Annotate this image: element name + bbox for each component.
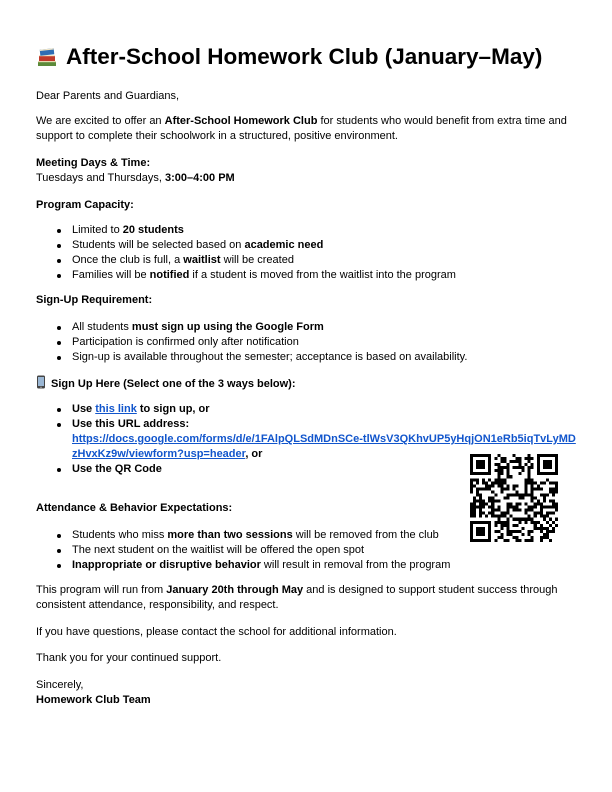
- signoff: Sincerely,: [36, 679, 84, 691]
- attendance-list: [36, 528, 450, 573]
- signup-here-heading: Sign Up Here (Select one of the 3 ways below):: [36, 375, 296, 392]
- capacity-list: [36, 223, 456, 283]
- list-item: Students who miss more than two sessions will be removed from the club: [36, 528, 450, 543]
- list-item: Use the QR Code: [36, 462, 576, 477]
- intro-paragraph: We are excited to offer an After-School Homework Club for students who would benefit from extra time and support to complete their schoolwork in a structured, positive environment.: [36, 115, 567, 142]
- mobile-phone-icon: [36, 375, 46, 389]
- qr-code[interactable]: [470, 454, 558, 542]
- list-item: Families will be notified if a student is moved from the waitlist into the program: [36, 268, 456, 283]
- greeting: Dear Parents and Guardians,: [36, 90, 180, 102]
- list-item: Use this URL address: https://docs.google.com/forms/d/e/1FAlpQLSdMDnSCe-tlWsV3QKhvUP5yHqjON1eRb5iqTvLyMD zHvxKz9w/viewform?usp=header, or: [36, 417, 576, 462]
- meeting-heading: Meeting Days & Time:: [36, 157, 151, 169]
- closing-paragraph: This program will run from January 20th through May and is designed to support student success through consistent attendance, responsibility, and respect.: [36, 584, 558, 611]
- signup-requirement-heading: Sign-Up Requirement:: [36, 294, 153, 306]
- signup-url-link[interactable]: https://docs.google.com/forms/d/e/1FAlpQLSdMDnSCe-tlWsV3QKhvUP5yHqjON1eRb5iqTvLyMD zHvxKz9w/viewform?usp=header: [72, 433, 576, 460]
- list-item: The next student on the waitlist will be offered the open spot: [36, 543, 450, 558]
- signature-block: [36, 678, 151, 708]
- questions-paragraph: If you have questions, please contact the school for additional information.: [36, 626, 397, 638]
- list-item: Participation is confirmed only after notification: [36, 335, 467, 350]
- meeting-time: Tuesdays and Thursdays, 3:00–4:00 PM: [36, 172, 235, 184]
- page-title: [36, 44, 542, 70]
- capacity-heading: Program Capacity:: [36, 199, 134, 211]
- attendance-heading: Attendance & Behavior Expectations:: [36, 502, 233, 514]
- list-item: Once the club is full, a waitlist will be created: [36, 253, 456, 268]
- signature: Homework Club Team: [36, 694, 151, 706]
- signup-requirement-list: [36, 320, 467, 365]
- list-item: Students will be selected based on academic need: [36, 238, 456, 253]
- list-item: Limited to 20 students: [36, 223, 456, 238]
- list-item: Sign-up is available throughout the semester; acceptance is based on availability.: [36, 350, 467, 365]
- thanks-paragraph: Thank you for your continued support.: [36, 652, 222, 664]
- books-icon: [36, 46, 58, 68]
- title-text: After-School Homework Club (January–May): [66, 44, 543, 69]
- list-item: Use this link to sign up, or: [36, 402, 576, 417]
- list-item: All students must sign up using the Google Form: [36, 320, 467, 335]
- meeting-section: [36, 156, 235, 186]
- list-item: Inappropriate or disruptive behavior will result in removal from the program: [36, 558, 450, 573]
- signup-link[interactable]: this link: [95, 403, 137, 415]
